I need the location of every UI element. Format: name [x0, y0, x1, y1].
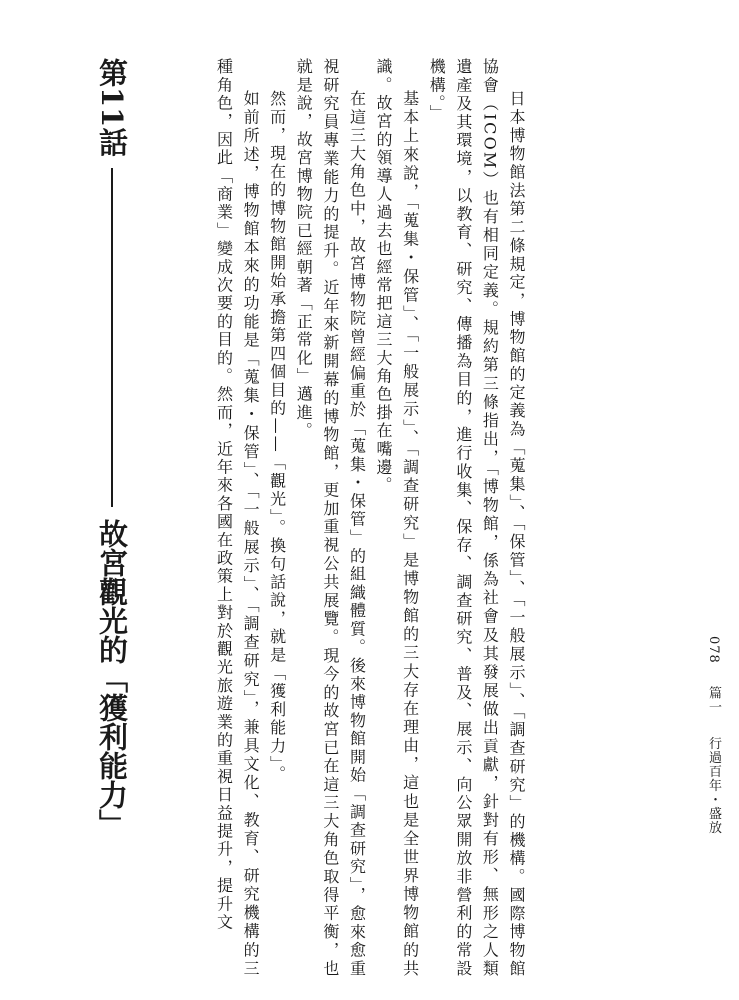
- chapter-number: 第11話: [95, 58, 129, 157]
- paragraph: 如前所述，博物館本來的功能是「蒐集・保管」、「一般展示」、「調查研究」，兼具文化、教育、研究機構的三種角色，因此「商業」變成次要的目的。然而，近年來各國在政策上對於觀光旅遊業的重視日益提升，提升文: [214, 58, 261, 978]
- paragraph: 日本博物館法第二條規定，博物館的定義為「蒐集」、「保管」、「一般展示」、「調查研究」的機構。國際博物館協會（ICOM）也有相同定義。規約第三條指出，「博物館，係為社會及其發展做出貢獻，針對有形、無形之人類遺產及其環境，以教育、研究、傳播為目的，進行收集、保存、調查研究、普及、展示、向公眾開放非營利的常設機構。」: [427, 58, 526, 978]
- chapter-heading: [95, 58, 129, 838]
- body-text: [210, 58, 529, 978]
- paragraph: 基本上來說，「蒐集・保管」、「一般展示」、「調查研究」是博物館的三大存在理由，這也是全世界博物館的共識。故宮的領導人過去也經常把這三大角色掛在嘴邊。: [374, 58, 420, 978]
- chapter-rule: [111, 168, 113, 507]
- page-number: 078: [706, 636, 721, 664]
- chapter-title: 故宮觀光的「獲利能力」: [95, 519, 129, 838]
- paragraph: 在這三大角色中，故宮博物院曾經偏重於「蒐集・保管」的組織體質。後來博物館開始「調查研究」，愈來愈重視研究員專業能力的提升。近年來新開幕的博物館，更加重視公共展覽。現今的故宮已在這三大角色取得平衡，也就是說，故宮博物院已經朝著「正常化」邁進。: [294, 58, 367, 978]
- part-label: 篇一: [706, 686, 721, 715]
- section-title: 行過百年・盛放: [706, 736, 721, 835]
- paragraph: 然而，現在的博物館開始承擔第四個目的——「觀光」。換句話說，就是「獲利能力」。: [267, 90, 287, 784]
- running-head: [705, 636, 721, 834]
